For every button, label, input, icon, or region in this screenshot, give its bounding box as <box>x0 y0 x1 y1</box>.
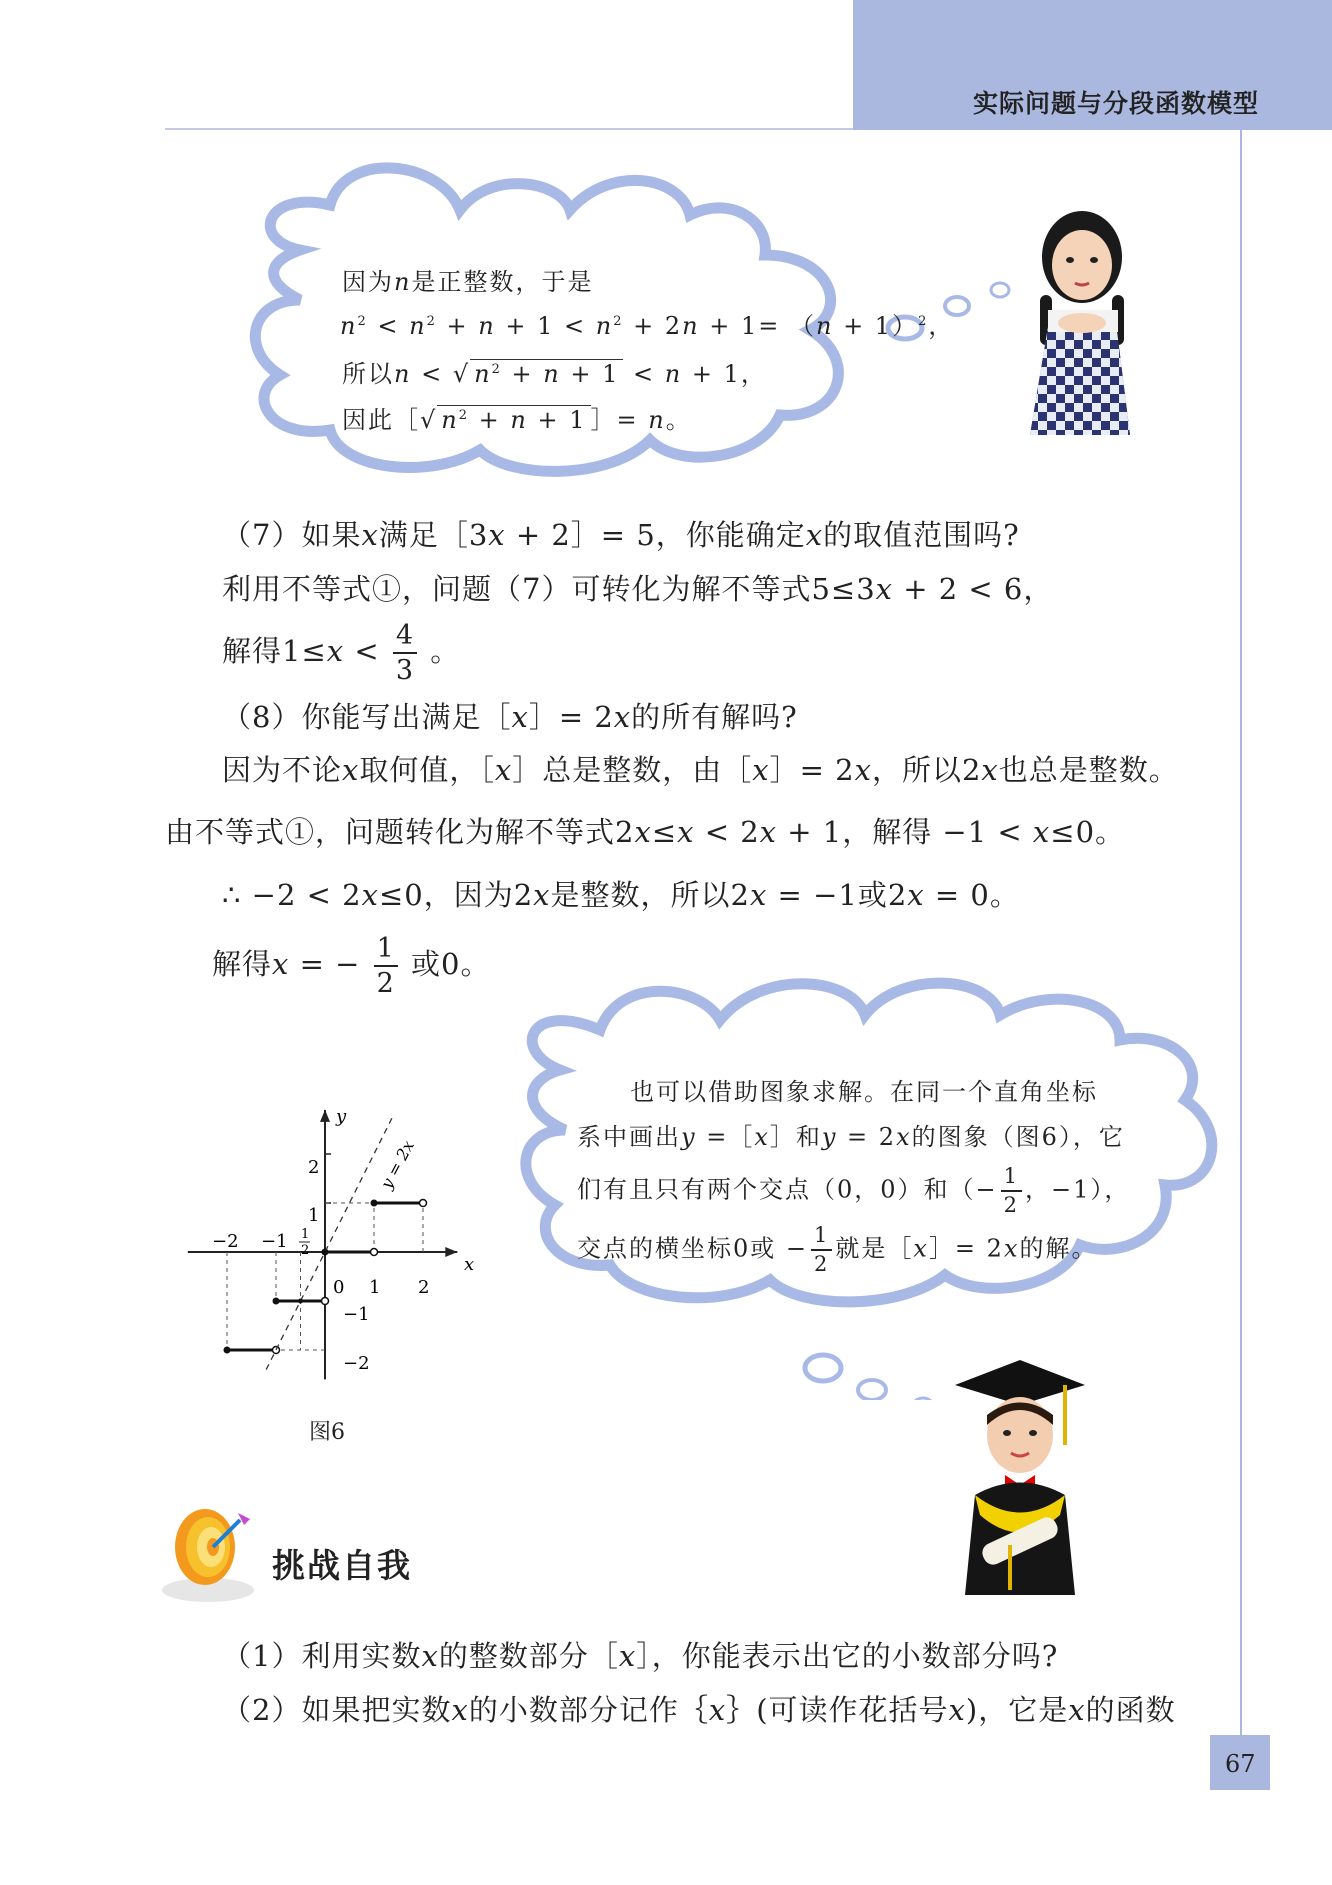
y-axis-arrow <box>320 1110 330 1122</box>
q7-use-inequality: 利用不等式①，问题（7）可转化为解不等式5≤3x + 2 < 6， <box>222 572 1054 606</box>
y-axis-label: y <box>336 1106 347 1127</box>
q8-line2: 由不等式①，问题转化为解不等式2x≤x < 2x + 1，解得 −1 < x≤0。 <box>165 815 1126 849</box>
tick-xmhalf-num: 1 <box>301 1227 310 1242</box>
bubble2-line4: 交点的横坐标0或 − $\frac{1}{2}$ 就是［x］= 2x的解。 <box>577 1223 1098 1276</box>
q7-answer-suffix: 。 <box>430 634 461 668</box>
bubble1-line3: 所以n < √ $n^2 + n + 1 < n + 1$， <box>342 360 767 388</box>
bubble2-line3-prefix: 们有且只有两个交点（0，0）和（− <box>577 1175 998 1204</box>
bubble2-line1: 也可以借助图象求解。在同一个直角坐标 <box>630 1078 1098 1106</box>
step-open-dot-3 <box>420 1200 427 1207</box>
q8-frac-den: 2 <box>376 968 395 999</box>
bubble1-line4: 因此［√ $n^2 + n + 1$ ］= n。 <box>342 406 692 434</box>
figure-6-graph <box>180 1100 480 1430</box>
bubble1-line2: $n^2 < n^2 + n + 1 < n^2 + 2n + 1= (n + 1)^2$， <box>340 312 955 340</box>
bubble2-l3-frac-den: 2 <box>1003 1193 1020 1217</box>
step-closed-dot-0 <box>224 1347 231 1354</box>
bubble1-line1: 因为n是正整数，于是 <box>342 268 594 296</box>
challenge-p2: （2）如果把实数x的小数部分记作｛x｝(可读作花括号x)，它是x的函数 <box>222 1693 1176 1727</box>
bubble2-line3 <box>577 1166 1130 1216</box>
tick-y2: 2 <box>308 1157 320 1178</box>
tick-ym2: −2 <box>343 1353 370 1374</box>
step-closed-dot-1 <box>273 1298 280 1305</box>
step-closed-dot-3 <box>371 1200 378 1207</box>
target-icon <box>160 1495 260 1605</box>
tick-xmhalf-den: 2 <box>301 1243 310 1258</box>
q7-frac-num: 4 <box>393 622 417 654</box>
q7-question: （7）如果x满足［3x + 2］= 5，你能确定x的取值范围吗? <box>222 518 1020 552</box>
q8-line1: 因为不论x取何值，［x］总是整数，由［x］= 2x，所以2x也总是整数。 <box>222 753 1179 787</box>
tick-y1: 1 <box>308 1205 320 1226</box>
figure-caption: 图6 <box>309 1420 345 1445</box>
bubble2-l4-frac-num: 1 <box>811 1225 832 1251</box>
tick-xm1: −1 <box>261 1231 288 1252</box>
challenge-title: 挑战自我 <box>272 1546 412 1585</box>
intersection-point-0 <box>323 1250 328 1255</box>
q8-answer: 解得x = − $\frac{1}{2}$ 或0。 <box>212 933 491 999</box>
bubble2-l3-frac-num: 1 <box>1001 1166 1022 1192</box>
q8-frac-num: 1 <box>374 935 398 967</box>
bubble2-line4-prefix: 交点的横坐标0或 − <box>577 1234 809 1263</box>
tick-x0: 0 <box>333 1277 345 1298</box>
q7-answer: 解得1≤x < $\frac{4}{3}$ 。 <box>222 620 461 686</box>
q8-question: （8）你能写出满足［x］= 2x的所有解吗? <box>222 700 798 734</box>
bubble2-line3-suffix: ，−1）， <box>1025 1175 1131 1204</box>
challenge-p1: （1）利用实数x的整数部分［x］，你能表示出它的小数部分吗? <box>222 1639 1059 1673</box>
tick-ym1: −1 <box>343 1304 370 1325</box>
tick-x1: 1 <box>369 1277 381 1298</box>
step-open-dot-1 <box>322 1298 329 1305</box>
q8-line3: ∴ −2 < 2x≤0，因为2x是整数，所以2x = −1或2x = 0。 <box>222 878 1020 912</box>
tick-x2: 2 <box>418 1277 430 1298</box>
page-number: 67 <box>1225 1750 1256 1778</box>
bubble2-line2: 系中画出y =［x］和y = 2x的图象（图6），它 <box>577 1123 1125 1151</box>
x-axis-arrow <box>445 1247 457 1257</box>
graduate-girl-illustration <box>945 1355 1095 1595</box>
tick-xm2: −2 <box>212 1231 239 1252</box>
q7-frac-den: 3 <box>395 655 415 686</box>
q8-answer-suffix: 或0。 <box>411 947 491 981</box>
line-label-y-2x: y = 2x <box>376 1137 418 1192</box>
intersection-point-1 <box>298 1299 303 1304</box>
header-title: 实际问题与分段函数模型 <box>973 89 1260 118</box>
step-open-dot-2 <box>371 1249 378 1256</box>
x-axis-label: x <box>464 1254 475 1275</box>
bubble2-l4-frac-den: 2 <box>814 1252 830 1276</box>
